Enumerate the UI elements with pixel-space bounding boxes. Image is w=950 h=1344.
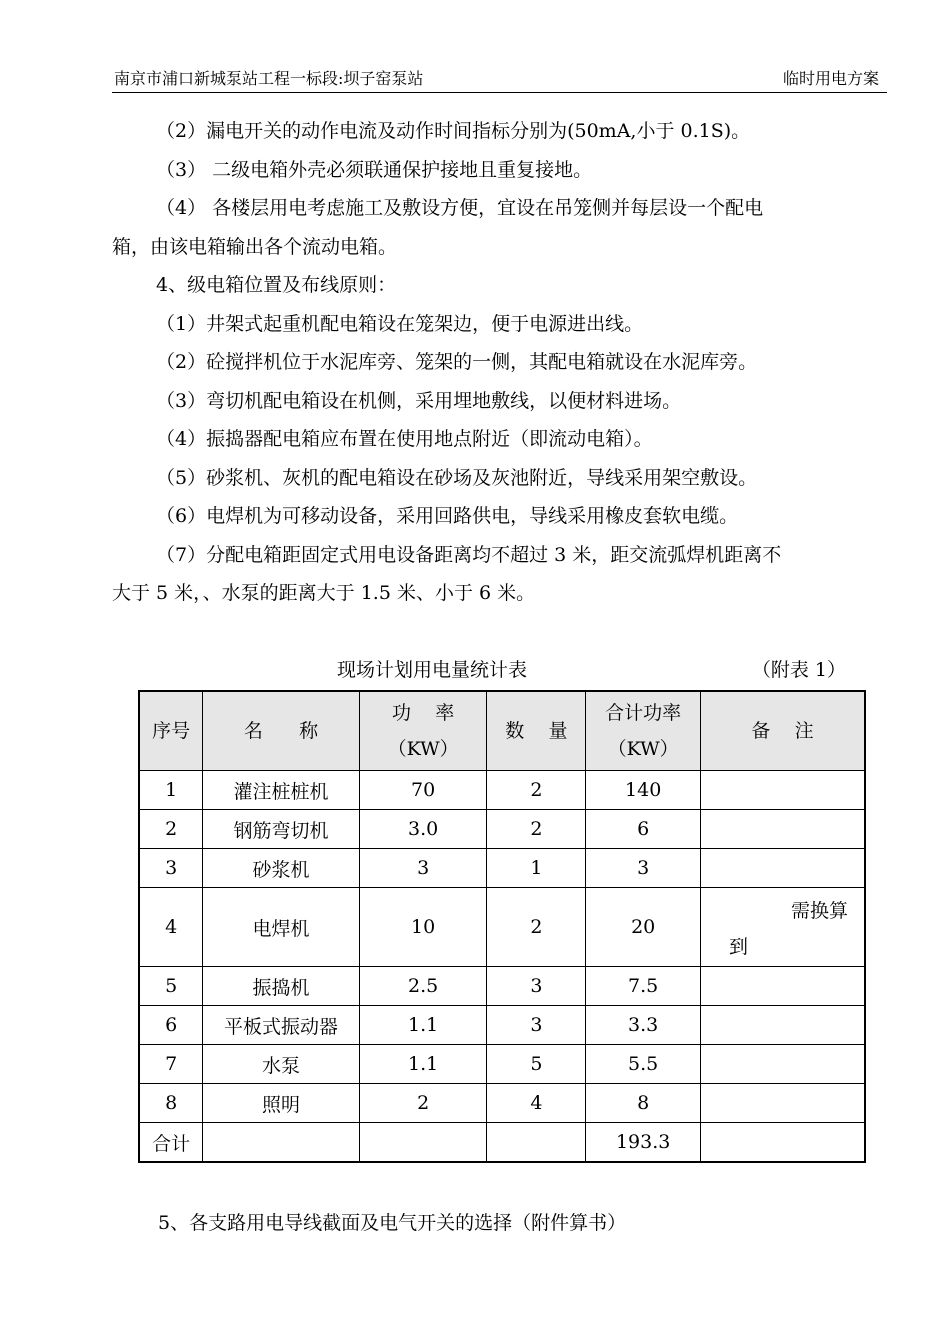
cell-sum-total: 193.3 <box>586 1123 701 1163</box>
section-heading: 4、级电箱位置及布线原则： <box>156 274 397 296</box>
cell-remark <box>701 967 865 1006</box>
table-header-row <box>139 691 865 771</box>
cell-no: 3 <box>139 849 203 888</box>
cell-name: 灌注桩桩机 <box>203 771 360 810</box>
cell-total: 20 <box>586 888 701 967</box>
cell-remark <box>701 1045 865 1084</box>
cell-sum-label: 合计 <box>139 1123 203 1163</box>
cell-total: 140 <box>586 771 701 810</box>
header-qty: 数 量 <box>487 691 586 771</box>
table-title: 现场计划用电量统计表 <box>337 659 528 681</box>
cell-total: 3 <box>586 849 701 888</box>
paragraph: 大于 5 米，、水泵的距离大于 1.5 米、小于 6 米。 <box>112 582 536 604</box>
header-remark: 备 注 <box>701 691 865 771</box>
page-header <box>112 64 887 93</box>
paragraph: （7）分配电箱距固定式用电设备距离均不超过 3 米，距交流弧焊机距离不 <box>156 543 782 566</box>
table-row <box>139 888 865 967</box>
cell-no: 1 <box>139 771 203 810</box>
cell-power: 2.5 <box>359 967 487 1006</box>
cell-remark <box>701 1006 865 1045</box>
cell-name: 钢筋弯切机 <box>203 810 360 849</box>
cell-total: 6 <box>586 810 701 849</box>
paragraph: （6）电焊机为可移动设备，采用回路供电，导线采用橡皮套软电缆。 <box>156 505 739 527</box>
cell-remark <box>701 771 865 810</box>
header-total-unit: （KW） <box>607 738 679 760</box>
paragraph: （1）井架式起重机配电箱设在笼架边，便于电源进出线。 <box>156 312 644 335</box>
cell-power: 10 <box>359 888 487 967</box>
table-row <box>139 849 865 888</box>
body-text <box>112 112 887 613</box>
table-row <box>139 1084 865 1123</box>
cell-name: 振捣机 <box>203 967 360 1006</box>
header-document-title: 临时用电方案 <box>782 69 879 88</box>
cell-empty <box>359 1123 487 1163</box>
cell-name: 平板式振动器 <box>203 1006 360 1045</box>
paragraph: （4）振捣器配电箱应布置在使用地点附近（即流动电箱）。 <box>156 428 653 450</box>
cell-total: 8 <box>586 1084 701 1123</box>
table-row <box>139 771 865 810</box>
cell-remark <box>701 849 865 888</box>
paragraph: 箱，由该电箱输出各个流动电箱。 <box>112 235 398 258</box>
paragraph: （5）砂浆机、灰机的配电箱设在砂场及灰池附近，导线采用架空敷设。 <box>156 466 758 489</box>
cell-qty: 2 <box>487 888 586 967</box>
cell-qty: 5 <box>487 1045 586 1084</box>
cell-power: 3 <box>359 849 487 888</box>
cell-qty: 2 <box>487 771 586 810</box>
cell-qty: 1 <box>487 849 586 888</box>
paragraph: （4） 各楼层用电考虑施工及敷设方便，宜设在吊笼侧并每层设一个配电 <box>156 197 764 219</box>
cell-qty: 3 <box>487 1006 586 1045</box>
cell-name: 水泵 <box>203 1045 360 1084</box>
table-note: （附表 1） <box>751 659 846 681</box>
paragraph: （3） 二级电箱外壳必须联通保护接地且重复接地。 <box>156 158 593 181</box>
paragraph: （2）砼搅拌机位于水泥库旁、笼架的一侧，其配电箱就设在水泥库旁。 <box>156 351 758 373</box>
cell-total: 7.5 <box>586 967 701 1006</box>
cell-qty: 3 <box>487 967 586 1006</box>
header-total-label: 合计功率 <box>605 702 682 724</box>
cell-qty: 4 <box>487 1084 586 1123</box>
cell-remark <box>701 810 865 849</box>
cell-total: 5.5 <box>586 1045 701 1084</box>
table-row <box>139 1006 865 1045</box>
cell-no: 2 <box>139 810 203 849</box>
cell-no: 8 <box>139 1084 203 1123</box>
remark-line-1: 需换算 <box>790 900 848 922</box>
cell-no: 7 <box>139 1045 203 1084</box>
cell-no: 5 <box>139 967 203 1006</box>
paragraph: （2）漏电开关的动作电流及动作时间指标分别为(50mA,小于 0.1S)。 <box>156 120 751 142</box>
cell-power: 1.1 <box>359 1006 487 1045</box>
cell-empty <box>203 1123 360 1163</box>
table-row <box>139 810 865 849</box>
cell-name: 砂浆机 <box>203 849 360 888</box>
table-caption <box>138 655 866 685</box>
cell-empty <box>701 1123 865 1163</box>
header-power <box>359 691 487 771</box>
paragraph: （3）弯切机配电箱设在机侧，采用埋地敷线，以便材料进场。 <box>156 389 682 412</box>
cell-remark <box>701 1084 865 1123</box>
header-total <box>586 691 701 771</box>
cell-no: 6 <box>139 1006 203 1045</box>
cell-total: 3.3 <box>586 1006 701 1045</box>
header-name: 名 称 <box>203 691 360 771</box>
header-no: 序号 <box>139 691 203 771</box>
cell-qty: 2 <box>487 810 586 849</box>
table-sum-row <box>139 1123 865 1163</box>
table-row <box>139 967 865 1006</box>
cell-empty <box>487 1123 586 1163</box>
remark-line-2: 到 <box>729 936 749 958</box>
cell-name: 照明 <box>203 1084 360 1123</box>
power-statistics-table <box>138 690 866 1163</box>
header-power-label: 功 率 <box>392 702 455 724</box>
header-project-title: 南京市浦口新城泵站工程一标段:坝子窑泵站 <box>114 69 424 88</box>
cell-power: 3.0 <box>359 810 487 849</box>
cell-name: 电焊机 <box>203 888 360 967</box>
header-power-unit: （KW） <box>387 738 459 760</box>
cell-power: 70 <box>359 771 487 810</box>
section-heading-5: 5、各支路用电导线截面及电气开关的选择（附件算书） <box>158 1212 627 1234</box>
table-row <box>139 1045 865 1084</box>
cell-power: 1.1 <box>359 1045 487 1084</box>
cell-no: 4 <box>139 888 203 967</box>
cell-power: 2 <box>359 1084 487 1123</box>
cell-remark <box>701 888 865 967</box>
